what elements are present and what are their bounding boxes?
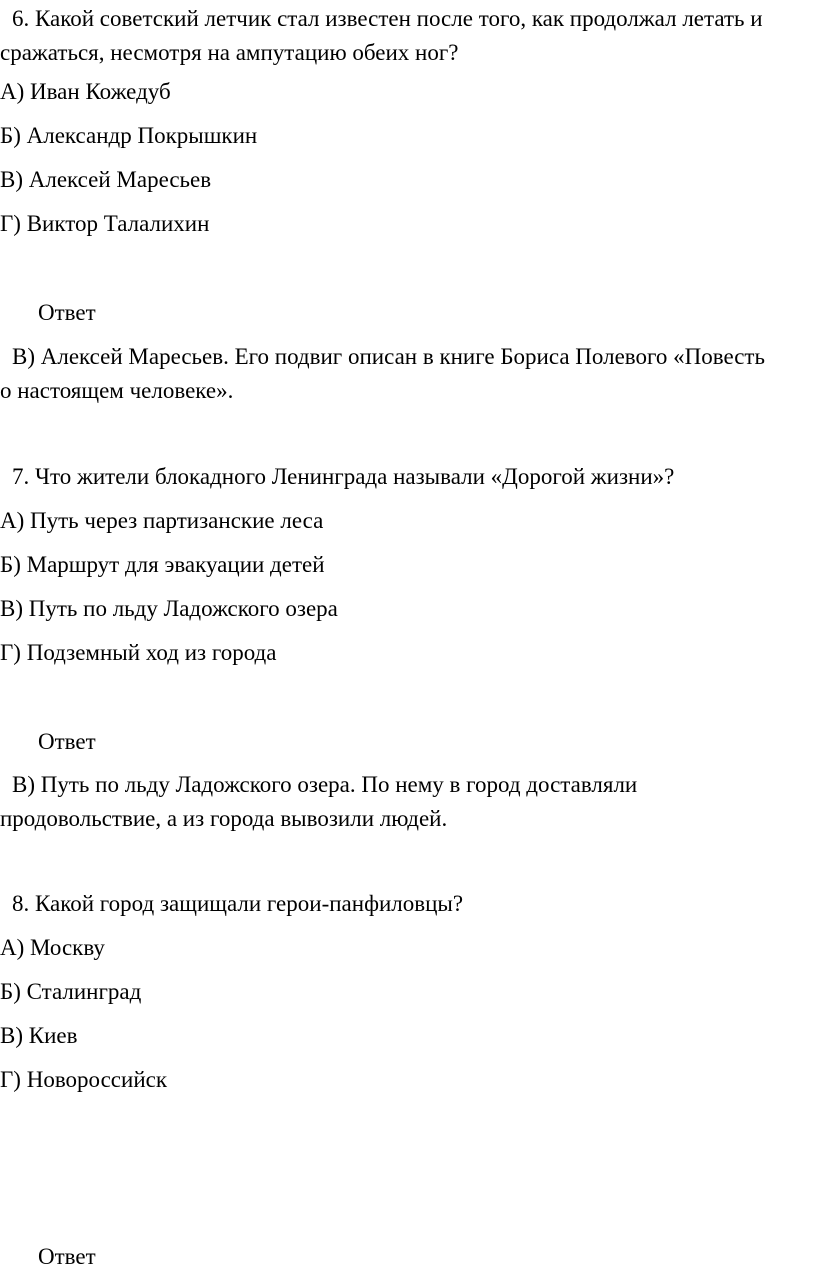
question-7-option-d: Г) Подземный ход из города bbox=[0, 640, 277, 665]
question-7-answer-label: Ответ bbox=[38, 729, 96, 754]
question-8-text: 8. Какой город защищали герои-панфиловцы? bbox=[12, 891, 464, 916]
question-8-option-b: Б) Сталинград bbox=[0, 979, 142, 1004]
question-6-answer-line-1: В) Алексей Маресьев. Его подвиг описан в книге Бориса Полевого «Повесть bbox=[12, 344, 765, 369]
question-6-answer-label: Ответ bbox=[38, 300, 96, 325]
question-7-text: 7. Что жители блокадного Ленинграда называли «Дорогой жизни»? bbox=[12, 464, 675, 489]
question-7-answer-line-1: В) Путь по льду Ладожского озера. По нему в город доставляли bbox=[12, 772, 638, 797]
question-6-option-b: Б) Александр Покрышкин bbox=[0, 123, 258, 148]
question-6-text-line-1: 6. Какой советский летчик стал известен после того, как продолжал летать и bbox=[12, 6, 763, 31]
question-8-option-d: Г) Новороссийск bbox=[0, 1067, 168, 1092]
question-7-answer-line-2: продовольствие, а из города вывозили людей. bbox=[0, 806, 448, 831]
question-8-option-c: В) Киев bbox=[0, 1023, 78, 1048]
question-6-option-a: А) Иван Кожедуб bbox=[0, 79, 171, 104]
question-6-option-c: В) Алексей Маресьев bbox=[0, 167, 212, 192]
question-6-text-line-2: сражаться, несмотря на ампутацию обеих ног? bbox=[0, 40, 459, 65]
question-8-answer-label: Ответ bbox=[38, 1244, 96, 1269]
question-6-option-d: Г) Виктор Талалихин bbox=[0, 211, 210, 236]
question-7-option-c: В) Путь по льду Ладожского озера bbox=[0, 596, 338, 621]
question-8-option-a: А) Москву bbox=[0, 935, 105, 960]
question-6-answer-line-2: о настоящем человеке». bbox=[0, 378, 234, 403]
question-7-option-b: Б) Маршрут для эвакуации детей bbox=[0, 552, 325, 577]
question-7-option-a: А) Путь через партизанские леса bbox=[0, 508, 324, 533]
